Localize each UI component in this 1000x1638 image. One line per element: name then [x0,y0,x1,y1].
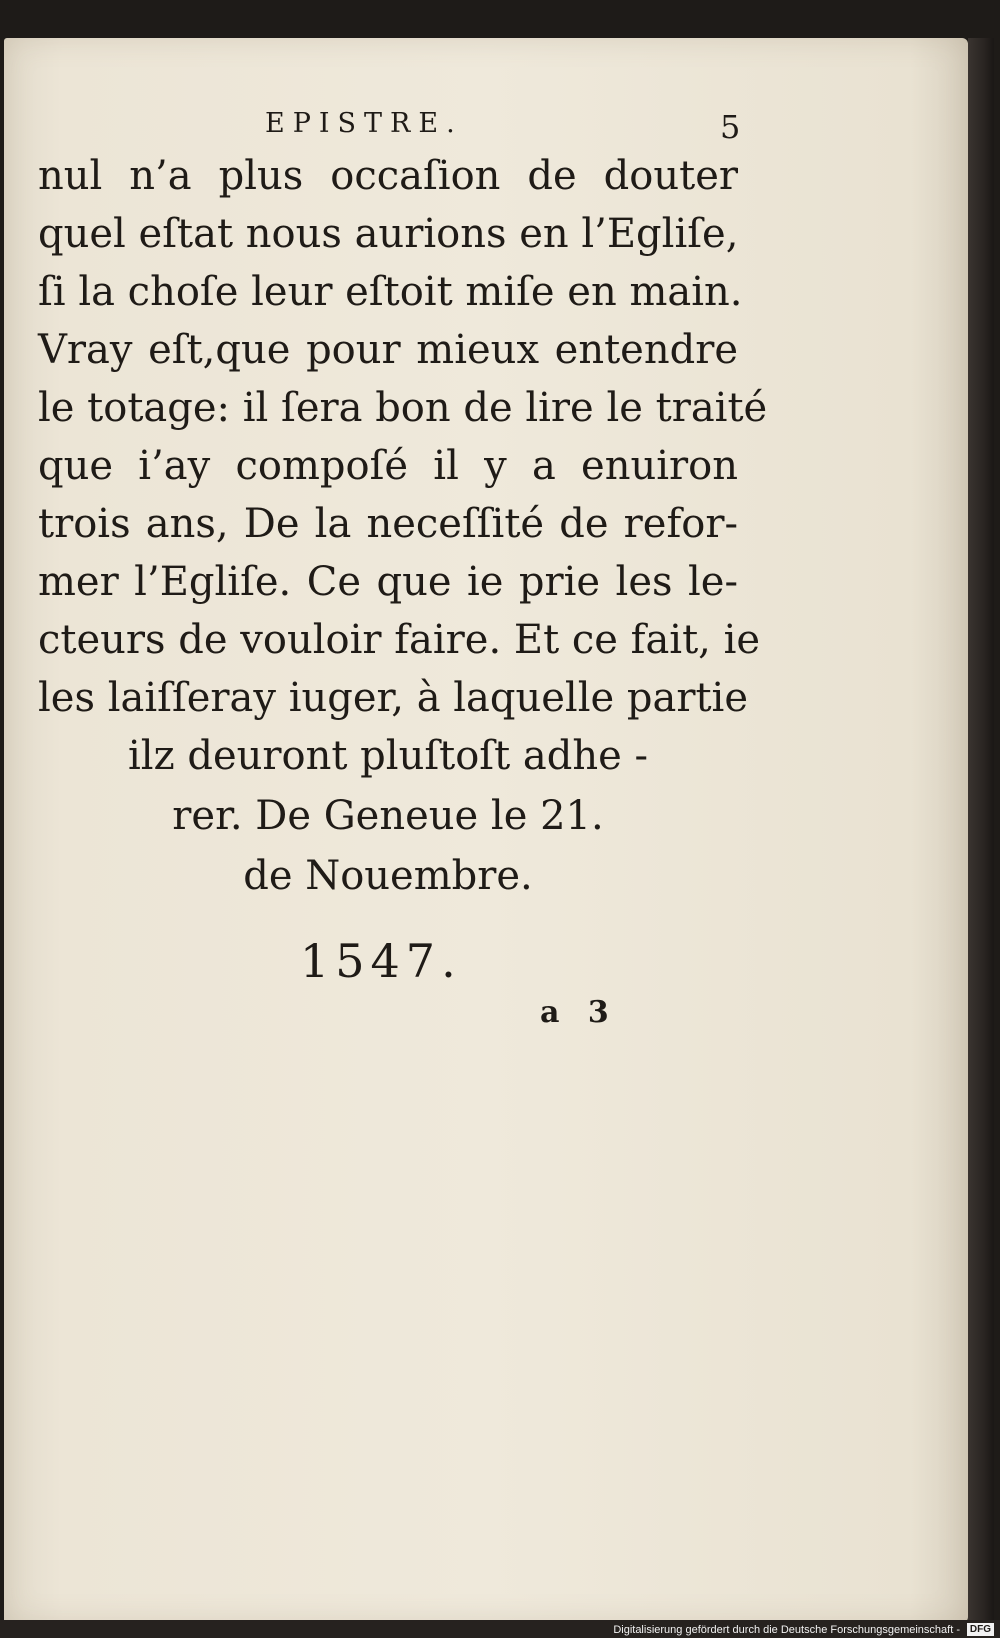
text-line: le totage: il ſera bon de lire le traité [38,385,768,431]
folio-number: 5 [720,108,741,146]
text-line: nul n’a plus occaſion de douter [38,153,738,199]
closing-line: rer. De Geneue le 21. [172,793,604,839]
digitization-credit: Digitalisierung gefördert durch die Deutsche Forschungsgemeinschaft - [613,1624,960,1636]
dfg-logo: DFG [967,1623,994,1636]
text-line: quel eſtat nous aurions en l’Egliſe, [38,211,739,257]
text-line: ſi la choſe leur eſtoit miſe en main. [38,269,743,315]
text-line: Vray eſt,que pour mieux entendre [38,327,738,373]
text-line: mer l’Egliſe. Ce que ie prie les le- [38,559,738,605]
text-line: que i’ay compoſé il y a enuiron [38,443,738,489]
year-date: 1547. [300,934,462,988]
closing-line: de Nouembre. [243,853,533,899]
running-header-title: EPISTRE. [265,108,463,139]
text-line: trois ans, De la neceſſité de refor- [38,501,738,547]
text-line: les laiſſeray iuger, à laquelle partie [38,675,749,721]
book-binding-edge [968,38,994,1623]
text-line: cteurs de vouloir faire. Et ce fait, ie [38,617,761,663]
signature-mark: a 3 [540,995,609,1030]
closing-line: ilz deuront pluſtoſt adhe - [128,733,648,779]
